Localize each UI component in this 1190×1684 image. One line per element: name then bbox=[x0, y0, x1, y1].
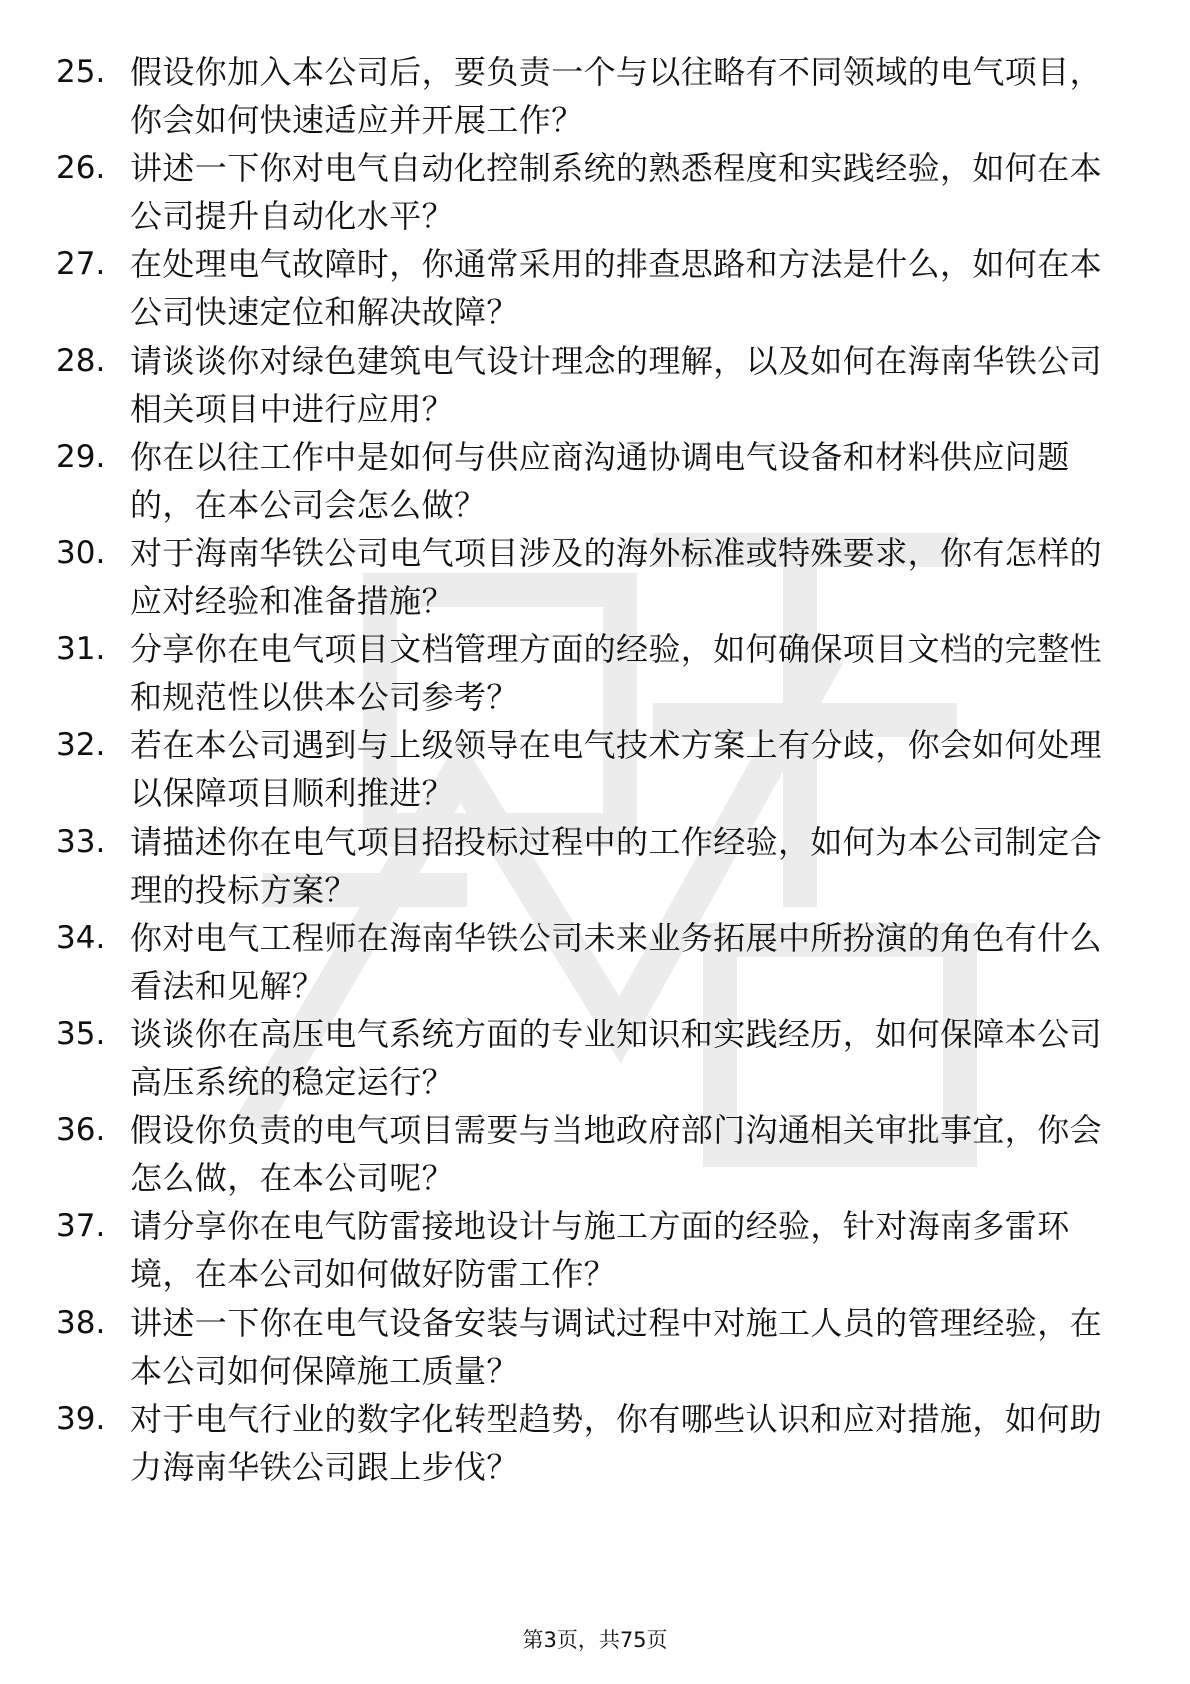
question-text: 在处理电气故障时，你通常采用的排查思路和方法是什么，如何在本公司快速定位和解决故障？ bbox=[130, 245, 1103, 332]
question-item bbox=[0, 914, 1190, 1014]
question-text: 若在本公司遇到与上级领导在电气技术方案上有分歧，你会如何处理以保障项目顺利推进？ bbox=[130, 726, 1103, 813]
question-text: 讲述一下你在电气设备安装与调试过程中对施工人员的管理经验，在本公司如何保障施工质量？ bbox=[130, 1303, 1103, 1390]
question-item bbox=[0, 240, 1190, 340]
question-text: 请分享你在电气防雷接地设计与施工方面的经验，针对海南多雷环境，在本公司如何做好防雷工作？ bbox=[130, 1207, 1070, 1294]
question-item bbox=[0, 1010, 1190, 1110]
question-text: 假设你加入本公司后，要负责一个与以往略有不同领域的电气项目，你会如何快速适应并开展工作？ bbox=[130, 53, 1103, 139]
page-number: 第3页，共75页 bbox=[522, 1628, 668, 1652]
question-item bbox=[0, 1106, 1190, 1206]
question-number: 35. bbox=[56, 1016, 106, 1052]
question-number: 29. bbox=[56, 438, 106, 475]
question-text: 请谈谈你对绿色建筑电气设计理念的理解，以及如何在海南华铁公司相关项目中进行应用？ bbox=[130, 341, 1103, 428]
question-number: 28. bbox=[56, 342, 106, 379]
question-text: 你对电气工程师在海南华铁公司未来业务拓展中所扮演的角色有什么看法和见解？ bbox=[130, 918, 1103, 1005]
question-text: 讲述一下你对电气自动化控制系统的熟悉程度和实践经验，如何在本公司提升自动化水平？ bbox=[130, 149, 1103, 236]
question-text: 请描述你在电气项目招投标过程中的工作经验，如何为本公司制定合理的投标方案？ bbox=[130, 822, 1103, 909]
question-number: 39. bbox=[56, 1400, 106, 1437]
question-number: 37. bbox=[56, 1208, 106, 1245]
question-item bbox=[0, 625, 1190, 725]
question-number: 30. bbox=[56, 535, 106, 571]
question-number: 36. bbox=[56, 1112, 106, 1149]
question-text: 你在以往工作中是如何与供应商沟通协调电气设备和材料供应问题的，在本公司会怎么做？ bbox=[130, 437, 1070, 524]
question-item bbox=[0, 721, 1190, 821]
question-item bbox=[0, 1395, 1190, 1495]
question-item bbox=[0, 144, 1190, 244]
question-number: 26. bbox=[56, 150, 106, 187]
question-number: 34. bbox=[56, 919, 106, 956]
question-item bbox=[0, 48, 1190, 148]
question-item bbox=[0, 337, 1190, 437]
question-text: 谈谈你在高压电气系统方面的专业知识和实践经历，如何保障本公司高压系统的稳定运行？ bbox=[130, 1015, 1103, 1101]
question-number: 31. bbox=[56, 631, 106, 668]
question-number: 25. bbox=[56, 54, 106, 90]
question-item bbox=[0, 529, 1190, 629]
question-text: 对于海南华铁公司电气项目涉及的海外标准或特殊要求，你有怎样的应对经验和准备措施？ bbox=[130, 534, 1103, 620]
question-item bbox=[0, 433, 1190, 533]
question-item bbox=[0, 1202, 1190, 1302]
question-text: 假设你负责的电气项目需要与当地政府部门沟通相关审批事宜，你会怎么做，在本公司呢？ bbox=[130, 1111, 1103, 1198]
question-number: 38. bbox=[56, 1304, 106, 1341]
question-item bbox=[0, 1299, 1190, 1399]
question-item bbox=[0, 818, 1190, 918]
question-number: 32. bbox=[56, 727, 106, 764]
question-number: 33. bbox=[56, 823, 106, 860]
question-text: 对于电气行业的数字化转型趋势，你有哪些认识和应对措施，如何助力海南华铁公司跟上步伐？ bbox=[130, 1399, 1103, 1486]
question-text: 分享你在电气项目文档管理方面的经验，如何确保项目文档的完整性和规范性以供本公司参考？ bbox=[130, 630, 1103, 717]
question-number: 27. bbox=[56, 246, 106, 283]
